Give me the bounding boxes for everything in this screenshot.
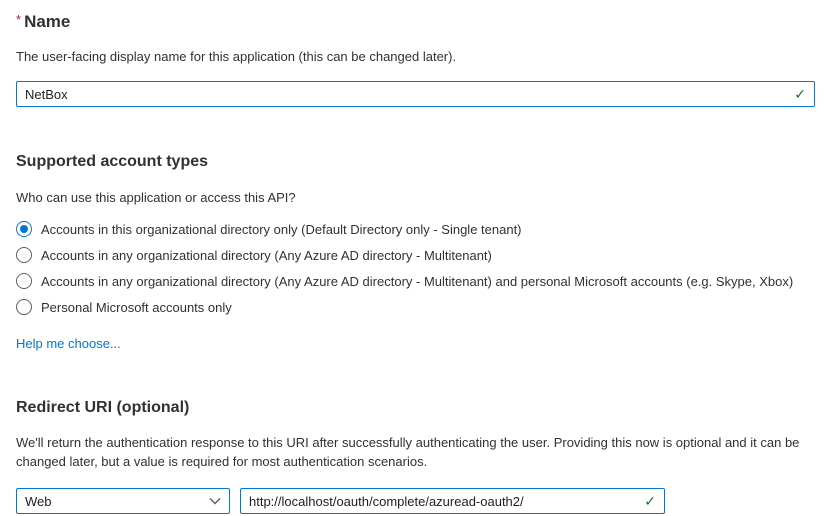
account-types-question: Who can use this application or access this API? <box>16 190 296 205</box>
radio-icon <box>16 221 32 237</box>
radio-label: Personal Microsoft accounts only <box>41 299 232 315</box>
radio-label: Accounts in any organizational directory (Any Azure AD directory - Multitenant) <box>41 247 492 263</box>
help-me-choose-link[interactable]: Help me choose... <box>16 336 121 351</box>
redirect-uri-controls <box>16 488 815 514</box>
radio-label: Accounts in this organizational directory only (Default Directory only - Single tenant) <box>41 221 522 237</box>
chevron-down-icon <box>209 497 221 505</box>
name-input-wrap <box>16 81 815 107</box>
name-field-label <box>16 12 815 32</box>
account-types-title: Supported account types <box>16 153 209 170</box>
valid-check-icon: ✓ <box>794 86 806 102</box>
radio-personal-only[interactable] <box>16 294 815 320</box>
radio-single-tenant[interactable] <box>16 216 815 242</box>
redirect-uri-title: Redirect URI (optional) <box>16 399 190 416</box>
redirect-uri-input-wrap <box>240 488 665 514</box>
platform-select-value: Web <box>25 493 52 509</box>
radio-icon <box>16 273 32 289</box>
required-asterisk: * <box>16 12 22 27</box>
account-types-radio-group <box>16 216 815 320</box>
radio-icon <box>16 299 32 315</box>
platform-select[interactable] <box>16 488 230 514</box>
redirect-uri-input[interactable] <box>240 488 665 514</box>
valid-check-icon: ✓ <box>644 493 656 509</box>
name-label-text: Name <box>24 12 71 31</box>
radio-icon <box>16 247 32 263</box>
radio-multitenant[interactable] <box>16 242 815 268</box>
name-description: The user-facing display name for this application (this can be changed later). <box>16 49 457 64</box>
radio-multitenant-personal[interactable] <box>16 268 815 294</box>
redirect-uri-description: We'll return the authentication response to this URI after successfully authenticating the user. Providing this now is optional and it can be changed later, but a value is required for most authentication scenarios. <box>16 435 800 469</box>
radio-label: Accounts in any organizational directory (Any Azure AD directory - Multitenant) and personal Microsoft accounts (e.g. Skype, Xbox) <box>41 273 794 289</box>
name-input[interactable] <box>16 81 815 107</box>
